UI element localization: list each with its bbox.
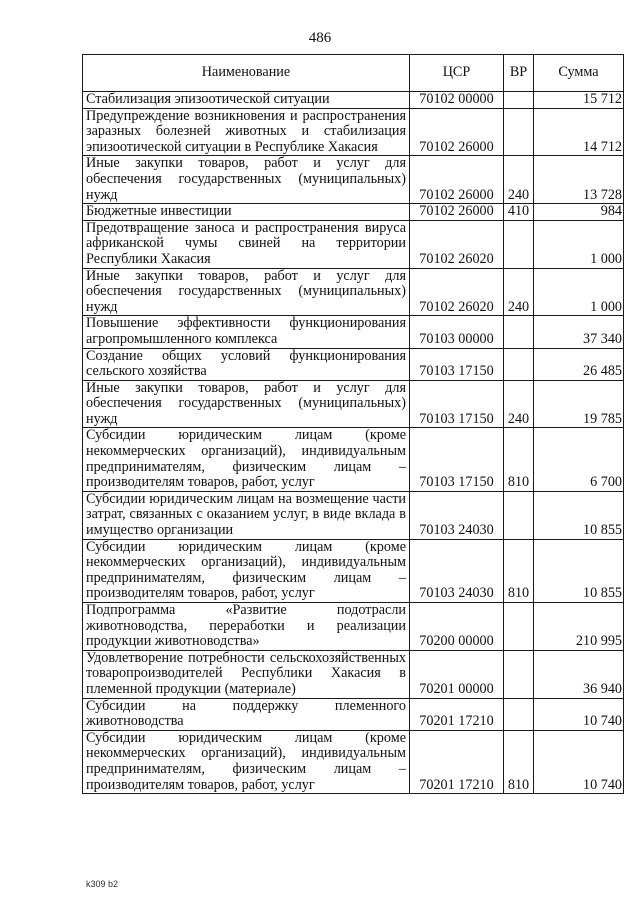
row-name: Субсидии на поддержку племенного животноводства <box>83 698 410 730</box>
row-vr <box>504 108 534 156</box>
table-row <box>83 380 624 428</box>
row-sum: 19 785 <box>534 380 624 428</box>
row-name: Стабилизация эпизоотической ситуации <box>83 92 410 109</box>
row-csr: 70102 26000 <box>410 156 504 204</box>
table-row <box>83 650 624 698</box>
row-name: Предотвращение заноса и распространения вируса африканской чумы свиней на территории Республики Хакасия <box>83 220 410 268</box>
row-csr: 70102 26000 <box>410 108 504 156</box>
row-csr: 70201 00000 <box>410 650 504 698</box>
header-name: Наименование <box>83 55 410 92</box>
row-name: Субсидии юридическим лицам на возмещение части затрат, связанных с оказанием услуг, в виде вклада в имущество организации <box>83 491 410 539</box>
row-csr: 70102 26020 <box>410 220 504 268</box>
row-sum: 10 740 <box>534 698 624 730</box>
row-sum: 1 000 <box>534 268 624 316</box>
row-vr: 810 <box>504 539 534 602</box>
row-name: Удовлетворение потребности сельскохозяйственных товаропроизводителей Республики Хакасия в племенной продукции (материале) <box>83 650 410 698</box>
row-vr <box>504 698 534 730</box>
row-name: Бюджетные инвестиции <box>83 204 410 221</box>
row-name: Повышение эффективности функционирования агропромышленного комплекса <box>83 316 410 348</box>
table-row <box>83 491 624 539</box>
table-row <box>83 220 624 268</box>
row-csr: 70103 17150 <box>410 380 504 428</box>
header-csr: ЦСР <box>410 55 504 92</box>
row-vr <box>504 650 534 698</box>
row-vr: 410 <box>504 204 534 221</box>
header-vr: ВР <box>504 55 534 92</box>
table-row <box>83 316 624 348</box>
row-name: Иные закупки товаров, работ и услуг для обеспечения государственных (муниципальных) нужд <box>83 380 410 428</box>
row-vr <box>504 348 534 380</box>
row-csr: 70102 26020 <box>410 268 504 316</box>
row-csr: 70103 17150 <box>410 348 504 380</box>
row-name: Иные закупки товаров, работ и услуг для обеспечения государственных (муниципальных) нужд <box>83 156 410 204</box>
row-sum: 14 712 <box>534 108 624 156</box>
row-csr: 70201 17210 <box>410 698 504 730</box>
row-sum: 10 855 <box>534 491 624 539</box>
table-row <box>83 348 624 380</box>
footer-mark: k309 b2 <box>86 879 119 889</box>
row-sum: 37 340 <box>534 316 624 348</box>
row-vr <box>504 92 534 109</box>
row-sum: 210 995 <box>534 603 624 651</box>
row-csr: 70102 26000 <box>410 204 504 221</box>
row-vr: 240 <box>504 268 534 316</box>
row-sum: 13 728 <box>534 156 624 204</box>
row-csr: 70102 00000 <box>410 92 504 109</box>
table-row <box>83 156 624 204</box>
row-name: Субсидии юридическим лицам (кроме некоммерческих организаций), индивидуальным предпринимателям, физическим лицам – производителям товаров, работ, услуг <box>83 539 410 602</box>
row-vr: 810 <box>504 730 534 793</box>
table-row <box>83 603 624 651</box>
row-sum: 984 <box>534 204 624 221</box>
row-csr: 70103 00000 <box>410 316 504 348</box>
row-vr <box>504 491 534 539</box>
row-name: Иные закупки товаров, работ и услуг для обеспечения государственных (муниципальных) нужд <box>83 268 410 316</box>
row-vr: 810 <box>504 428 534 491</box>
table-row <box>83 730 624 793</box>
row-vr: 240 <box>504 380 534 428</box>
table-row <box>83 108 624 156</box>
row-csr: 70103 24030 <box>410 539 504 602</box>
row-sum: 10 855 <box>534 539 624 602</box>
row-csr: 70201 17210 <box>410 730 504 793</box>
row-sum: 10 740 <box>534 730 624 793</box>
row-vr: 240 <box>504 156 534 204</box>
table-row <box>83 539 624 602</box>
row-name: Создание общих условий функционирования сельского хозяйства <box>83 348 410 380</box>
row-sum: 26 485 <box>534 348 624 380</box>
row-vr <box>504 316 534 348</box>
row-csr: 70103 24030 <box>410 491 504 539</box>
budget-table <box>82 54 624 794</box>
row-sum: 6 700 <box>534 428 624 491</box>
row-name: Предупреждение возникновения и распространения заразных болезней животных и стабилизация эпизоотической ситуации в Республике Хакасия <box>83 108 410 156</box>
row-csr: 70200 00000 <box>410 603 504 651</box>
row-name: Субсидии юридическим лицам (кроме некоммерческих организаций), индивидуальным предпринимателям, физическим лицам – производителям товаров, работ, услуг <box>83 730 410 793</box>
row-name: Субсидии юридическим лицам (кроме некоммерческих организаций), индивидуальным предпринимателям, физическим лицам – производителям товаров, работ, услуг <box>83 428 410 491</box>
table-row <box>83 428 624 491</box>
row-vr <box>504 220 534 268</box>
table-row <box>83 698 624 730</box>
page-number: 486 <box>308 30 332 46</box>
row-csr: 70103 17150 <box>410 428 504 491</box>
row-vr <box>504 603 534 651</box>
table-row <box>83 268 624 316</box>
row-sum: 36 940 <box>534 650 624 698</box>
row-name: Подпрограмма «Развитие подотрасли животноводства, переработки и реализации продукции животноводства» <box>83 603 410 651</box>
row-sum: 1 000 <box>534 220 624 268</box>
header-sum: Сумма <box>534 55 624 92</box>
table-row <box>83 204 624 221</box>
table-row <box>83 92 624 109</box>
row-sum: 15 712 <box>534 92 624 109</box>
table-header-row <box>83 55 624 92</box>
